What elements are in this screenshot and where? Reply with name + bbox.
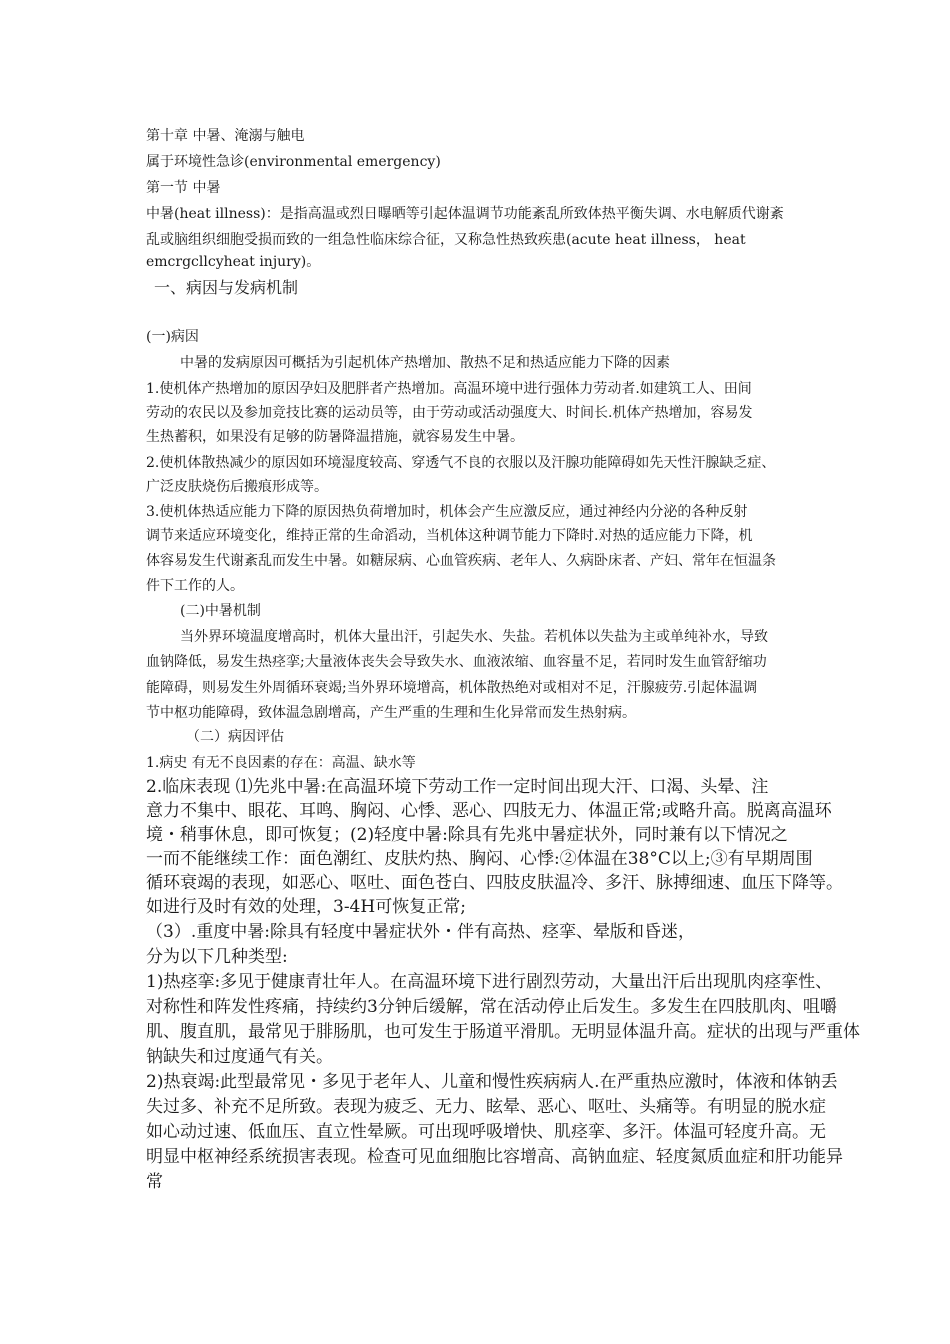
- subheading: (一)病因: [146, 329, 199, 345]
- text-line: 意力不集中、眼花、耳鸣、胸闷、心悸、恶心、四肢无力、体温正常;或略升高。脱离高温环: [146, 801, 832, 821]
- chapter-title: 第十章 中暑、淹溺与触电: [146, 128, 305, 144]
- text-line: 1.使机体产热增加的原因孕妇及肥胖者产热增加。高温环境中进行强体力劳动者.如建筑工人、田间: [146, 381, 752, 397]
- text-line: 钠缺失和过度通气有关。: [146, 1047, 333, 1067]
- text-line: 分为以下几种类型:: [146, 947, 288, 967]
- text-line: 属于环境性急诊(environmental emergency): [146, 154, 441, 170]
- text-line: 广泛皮肤烧伤后搬痕形成等。: [146, 479, 328, 495]
- text-line: 境・稍事休息，即可恢复；(2)轻度中暑:除具有先兆中暑症状外，同时兼有以下情况之: [146, 825, 788, 845]
- text-line: 生热蓄积，如果没有足够的防暑降温措施，就容易发生中暑。: [146, 429, 524, 445]
- subsection-heading: 一、病因与发病机制: [154, 278, 299, 297]
- section-title: 第一节 中暑: [146, 180, 221, 196]
- text-line: 明显中枢神经系统损害表现。检查可见血细胞比容增高、高钠血症、轻度氮质血症和肝功能异: [146, 1147, 843, 1167]
- subheading: （二）病因评估: [186, 729, 284, 745]
- text-line: 中暑(heat illness)：是指高温或烈日曝晒等引起体温调节功能紊乱所致体热平衡失调、水电解质代谢紊: [146, 206, 784, 222]
- text-line: 肌、腹直肌，最常见于腓肠肌，也可发生于肠道平滑肌。无明显体温升高。症状的出现与严重体: [146, 1022, 860, 1042]
- text-line: 常: [146, 1172, 163, 1192]
- text-line: emcrgcllcyheat injury)。: [146, 254, 321, 270]
- text-line: 件下工作的人。: [146, 578, 244, 594]
- text-line: 一而不能继续工作：面色潮红、皮肤灼热、胸闷、心悸:②体温在38°C以上;③有早期周围: [146, 849, 813, 869]
- subheading: (二)中暑机制: [180, 603, 261, 619]
- text-line: 体容易发生代谢紊乱而发生中暑。如糖尿病、心血管疾病、老年人、久病卧床者、产妇、常年在恒温条: [146, 553, 776, 569]
- text-line: 如心动过速、低血压、直立性晕厥。可出现呼吸增快、肌痉挛、多汗。体温可轻度升高。无: [146, 1122, 826, 1142]
- text-line: 1.病史 有无不良因素的存在：高温、缺水等: [146, 755, 416, 771]
- text-line: 如进行及时有效的处理，3-4H可恢复正常;: [146, 897, 466, 917]
- text-line: 3.使机体热适应能力下降的原因热负荷增加时，机体会产生应激反应，通过神经内分泌的各种反射: [146, 504, 748, 520]
- text-line: 2.临床表现 ⑴先兆中暑:在高温环境下劳动工作一定时间出现大汗、口渴、头晕、注: [146, 777, 769, 797]
- text-line: 2.使机体散热减少的原因如环境湿度较高、穿透气不良的衣服以及汗腺功能障碍如先天性汗腺缺乏症、: [146, 455, 776, 471]
- text-line: 调节来适应环境变化，维持正常的生命滔动，当机体这种调节能力下降时.对热的适应能力下降，机: [146, 528, 753, 544]
- text-line: 乱或脑组织细胞受损而致的一组急性临床综合征，又称急性热致疾患(acute heat illness， heat: [146, 232, 746, 248]
- text-line: 劳动的农民以及参加竞技比赛的运动员等，由于劳动或活动强度大、时间长.机体产热增加，容易发: [146, 405, 753, 421]
- text-line: 中暑的发病原因可概括为引起机体产热增加、散热不足和热适应能力下降的因素: [180, 355, 670, 371]
- text-line: 循环衰竭的表现，如恶心、呕吐、面色苍白、四肢皮肤温冷、多汗、脉搏细速、血压下降等。: [146, 873, 843, 893]
- text-line: 血钠降低，易发生热痉挛;大量液体丧失会导致失水、血液浓缩、血容量不足，若同时发生血管舒缩功: [146, 654, 767, 670]
- text-line: （3）.重度中暑:除具有轻度中暑症状外・伴有高热、痉挛、晕版和昏迷，: [146, 922, 695, 942]
- text-line: 2)热衰竭:此型最常见・多见于老年人、儿童和慢性疾病病人.在严重热应激时，体液和体钠丢: [146, 1072, 838, 1092]
- text-line: 失过多、补充不足所致。表现为疲乏、无力、眩晕、恶心、呕吐、头痛等。有明显的脱水症: [146, 1097, 826, 1117]
- text-line: 1)热痉挛:多见于健康青壮年人。在高温环境下进行剧烈劳动，大量出汗后出现肌肉痉挛性、: [146, 972, 833, 992]
- text-line: 能障碍，则易发生外周循环衰竭;当外界环境增高，机体散热绝对或相对不足，汗腺疲劳.引起体温调: [146, 680, 758, 696]
- text-line: 当外界环境温度增高时，机体大量出汗，引起失水、失盐。若机体以失盐为主或单纯补水，导致: [180, 629, 768, 645]
- text-line: 对称性和阵发性疼痛，持续约3分钟后缓解，常在活动停止后发生。多发生在四肢肌肉、咀嚼: [146, 997, 837, 1017]
- text-line: 节中枢功能障碍，致体温急剧增高，产生严重的生理和生化异常而发生热射病。: [146, 705, 636, 721]
